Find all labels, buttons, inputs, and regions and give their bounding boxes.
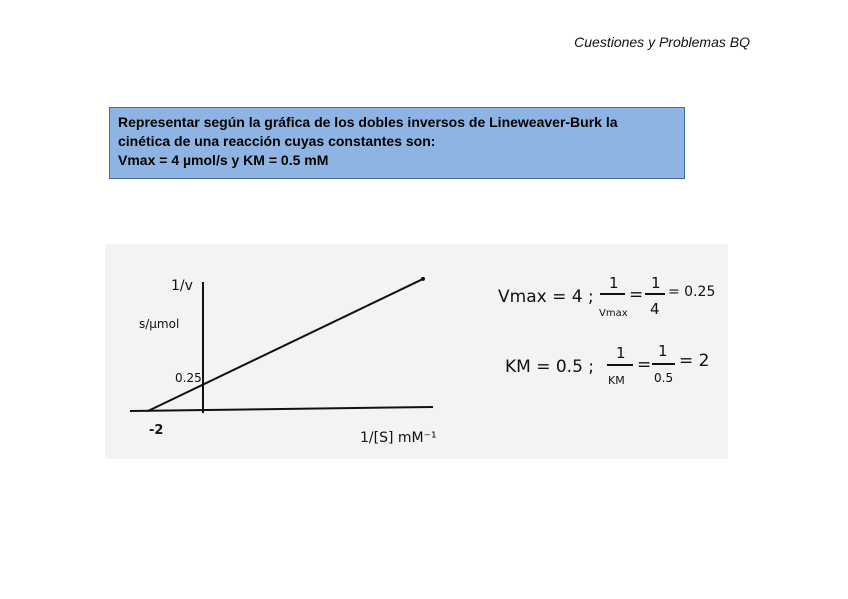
x-axis-label: 1/[S] mM⁻¹ xyxy=(360,430,437,446)
y-axis-unit: s/µmol xyxy=(139,317,180,331)
y-intercept-label: 0.25 xyxy=(175,371,202,385)
km-lhs: KM = 0.5 ; xyxy=(505,357,595,377)
vmax-lhs: Vmax = 4 ; xyxy=(498,287,594,307)
vmax-frac2-den: 4 xyxy=(650,300,660,318)
problem-statement-box xyxy=(109,107,685,179)
x-axis xyxy=(130,407,433,411)
vmax-eq: = xyxy=(629,285,644,305)
lineweaver-burk-sketch xyxy=(105,244,728,459)
vmax-frac-den: Vmax xyxy=(599,308,628,319)
vmax-frac2-num: 1 xyxy=(651,274,661,292)
vmax-frac-num: 1 xyxy=(609,274,619,292)
vmax-result: = 0.25 xyxy=(668,284,716,300)
series-endpoint xyxy=(421,277,425,281)
km-frac2-den: 0.5 xyxy=(654,371,674,385)
problem-line-1: Representar según la gráfica de los dobles inversos de Lineweaver-Burk la xyxy=(118,114,618,130)
km-frac2-num: 1 xyxy=(658,342,668,360)
document-header: Cuestiones y Problemas BQ xyxy=(574,34,750,50)
problem-line-3: Vmax = 4 µmol/s y KM = 0.5 mM xyxy=(118,152,329,168)
km-result: = 2 xyxy=(679,351,710,371)
km-eq: = xyxy=(637,355,652,375)
km-frac-den: KM xyxy=(608,374,625,387)
km-frac-num: 1 xyxy=(616,344,626,362)
y-axis-label: 1/v xyxy=(171,278,193,294)
problem-line-2: cinética de una reacción cuyas constantes son: xyxy=(118,133,436,149)
handwritten-figure xyxy=(105,244,728,459)
x-intercept-label: -2 xyxy=(149,423,164,438)
series-line xyxy=(148,279,423,411)
